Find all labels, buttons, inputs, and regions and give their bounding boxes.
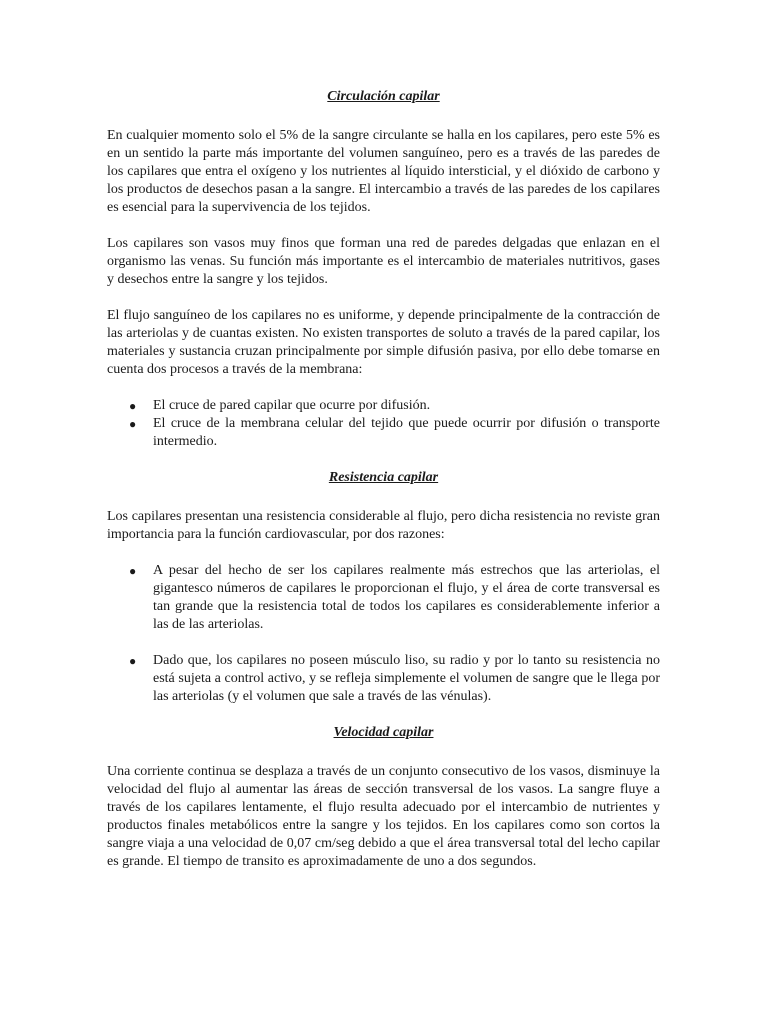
bullet-icon: ● xyxy=(129,417,137,431)
list-item-text: A pesar del hecho de ser los capilares realmente más estrechos que las arteriolas, el gigantesco números de capilares le proporcionan el flujo, y el área de corte transversal es tan grande que la resistencia total de todos los capilares es considerablemente inferior a las de las arteriolas. xyxy=(153,563,660,632)
bullet-icon: ● xyxy=(129,654,137,668)
paragraph: Una corriente continua se desplaza a través de un conjunto consecutivo de los vasos, disminuye la velocidad del flujo al aumentar las áreas de sección transversal de los vasos. La sangre fluye a través de los capilares lentamente, el flujo resulta adecuado por el intercambio de nutrientes y productos finales metabólicos entre la sangre y los tejidos. En los capilares como son cortos la sangre viaja a una velocidad de 0,07 cm/seg debido a que el área transversal total del lecho capilar es grande. El tiempo de transito es aproximadamente de uno a dos segundos. xyxy=(107,764,660,869)
paragraph: Los capilares son vasos muy finos que forman una red de paredes delgadas que enlazan en el organismo las venas. Su función más importante es el intercambio de materiales nutritivos, gases y desechos entre la sangre y los tejidos. xyxy=(107,236,660,287)
document-page xyxy=(107,88,660,889)
list-item-text: El cruce de pared capilar que ocurre por difusión. xyxy=(153,398,431,413)
section-title-velocidad: Velocidad capilar xyxy=(333,725,434,740)
list-item xyxy=(107,415,660,451)
bullet-icon: ● xyxy=(129,399,137,413)
bullet-icon: ● xyxy=(129,564,137,578)
paragraph: Los capilares presentan una resistencia considerable al flujo, pero dicha resistencia no reviste gran importancia para la función cardiovascular, por dos razones: xyxy=(107,509,660,542)
list-item-text: El cruce de la membrana celular del tejido que puede ocurrir por difusión o transporte intermedio. xyxy=(153,416,660,449)
list-item-text: Dado que, los capilares no poseen músculo liso, su radio y por lo tanto su resistencia no está sujeta a control activo, y se refleja simplemente el volumen de sangre que le llega por las arteriolas (y el volumen que sale a través de las vénulas). xyxy=(153,653,660,704)
section-title-circulacion: Circulación capilar xyxy=(327,89,440,104)
section-title-resistencia: Resistencia capilar xyxy=(328,470,439,485)
list-item xyxy=(107,397,660,415)
paragraph: El flujo sanguíneo de los capilares no es uniforme, y depende principalmente de la contracción de las arteriolas y de cuantas existen. No existen transportes de soluto a través de la pared capilar, los materiales y sustancia cruzan principalmente por simple difusión pasiva, por ello debe tomarse en cuenta dos procesos a través de la membrana: xyxy=(107,308,660,377)
list-item xyxy=(107,652,660,706)
paragraph: En cualquier momento solo el 5% de la sangre circulante se halla en los capilares, pero este 5% es en un sentido la parte más importante del volumen sanguíneo, pero es a través de las paredes de los capilares que entra el oxígeno y los nutrientes al líquido intersticial, y el dióxido de carbono y los productos de desechos pasan a la sangre. El intercambio a través de las paredes de los capilares es esencial para la supervivencia de los tejidos. xyxy=(107,128,660,215)
list-item xyxy=(107,562,660,634)
bullet-list xyxy=(107,562,660,706)
bullet-list xyxy=(107,397,660,451)
